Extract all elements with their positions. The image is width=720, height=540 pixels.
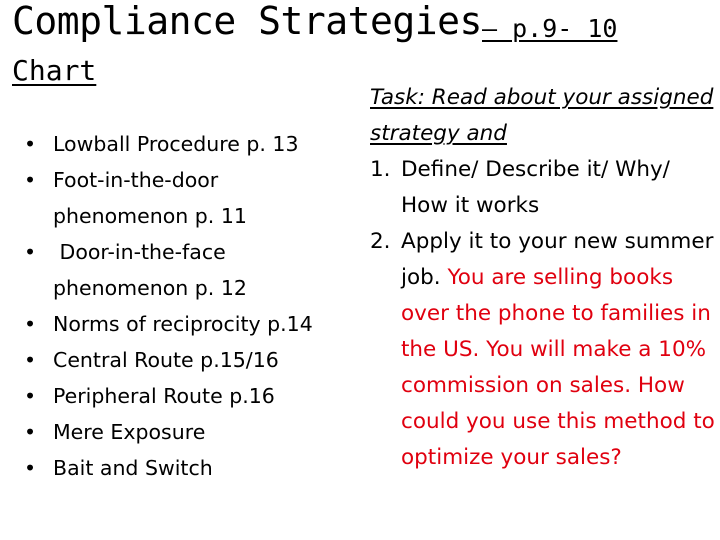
bullet-icon: • <box>24 168 37 192</box>
step-number: 1. <box>370 157 391 182</box>
list-item <box>22 162 342 234</box>
task-step-1 <box>370 152 715 224</box>
step-text: Apply it to your new summer job. <box>401 229 714 290</box>
list-item <box>22 126 342 162</box>
strategy-label: Mere Exposure <box>53 420 206 444</box>
bullet-icon: • <box>24 420 37 444</box>
strategy-list <box>22 126 342 486</box>
title-page-range: – p.9- 10 <box>482 14 618 43</box>
strategy-label: Door-in-the-face phenomenon p. 12 <box>53 240 247 300</box>
strategy-label: Peripheral Route p.16 <box>53 384 275 408</box>
bullet-icon: • <box>24 456 37 480</box>
list-item <box>22 414 342 450</box>
bullet-icon: • <box>24 384 37 408</box>
strategy-label: Bait and Switch <box>53 456 213 480</box>
step-number: 2. <box>370 229 391 254</box>
list-item <box>22 306 342 342</box>
title-main: Compliance Strategies <box>12 0 482 43</box>
task-panel <box>370 80 715 476</box>
strategy-label: Lowball Procedure p. 13 <box>53 132 299 156</box>
step-scenario-text: You are selling books over the phone to families in the US. You will make a 10% commission on sales. How could you use this method to optimize your sales? <box>401 265 715 470</box>
bullet-icon: • <box>24 348 37 372</box>
title-chart: Chart <box>12 54 97 87</box>
step-text: Define/ Describe it/ Why/ How it works <box>401 157 670 218</box>
task-step-2 <box>370 224 715 476</box>
list-item <box>22 342 342 378</box>
strategy-label: Norms of reciprocity p.14 <box>53 312 313 336</box>
task-heading: Task: Read about your assigned strategy and <box>370 85 714 146</box>
list-item <box>22 450 342 486</box>
task-steps <box>370 152 715 476</box>
bullet-icon: • <box>24 132 37 156</box>
strategy-label: Central Route p.15/16 <box>53 348 279 372</box>
list-item <box>22 234 342 306</box>
bullet-icon: • <box>24 312 37 336</box>
strategy-label: Foot-in-the-door phenomenon p. 11 <box>53 168 247 228</box>
list-item <box>22 378 342 414</box>
bullet-icon: • <box>24 240 37 264</box>
